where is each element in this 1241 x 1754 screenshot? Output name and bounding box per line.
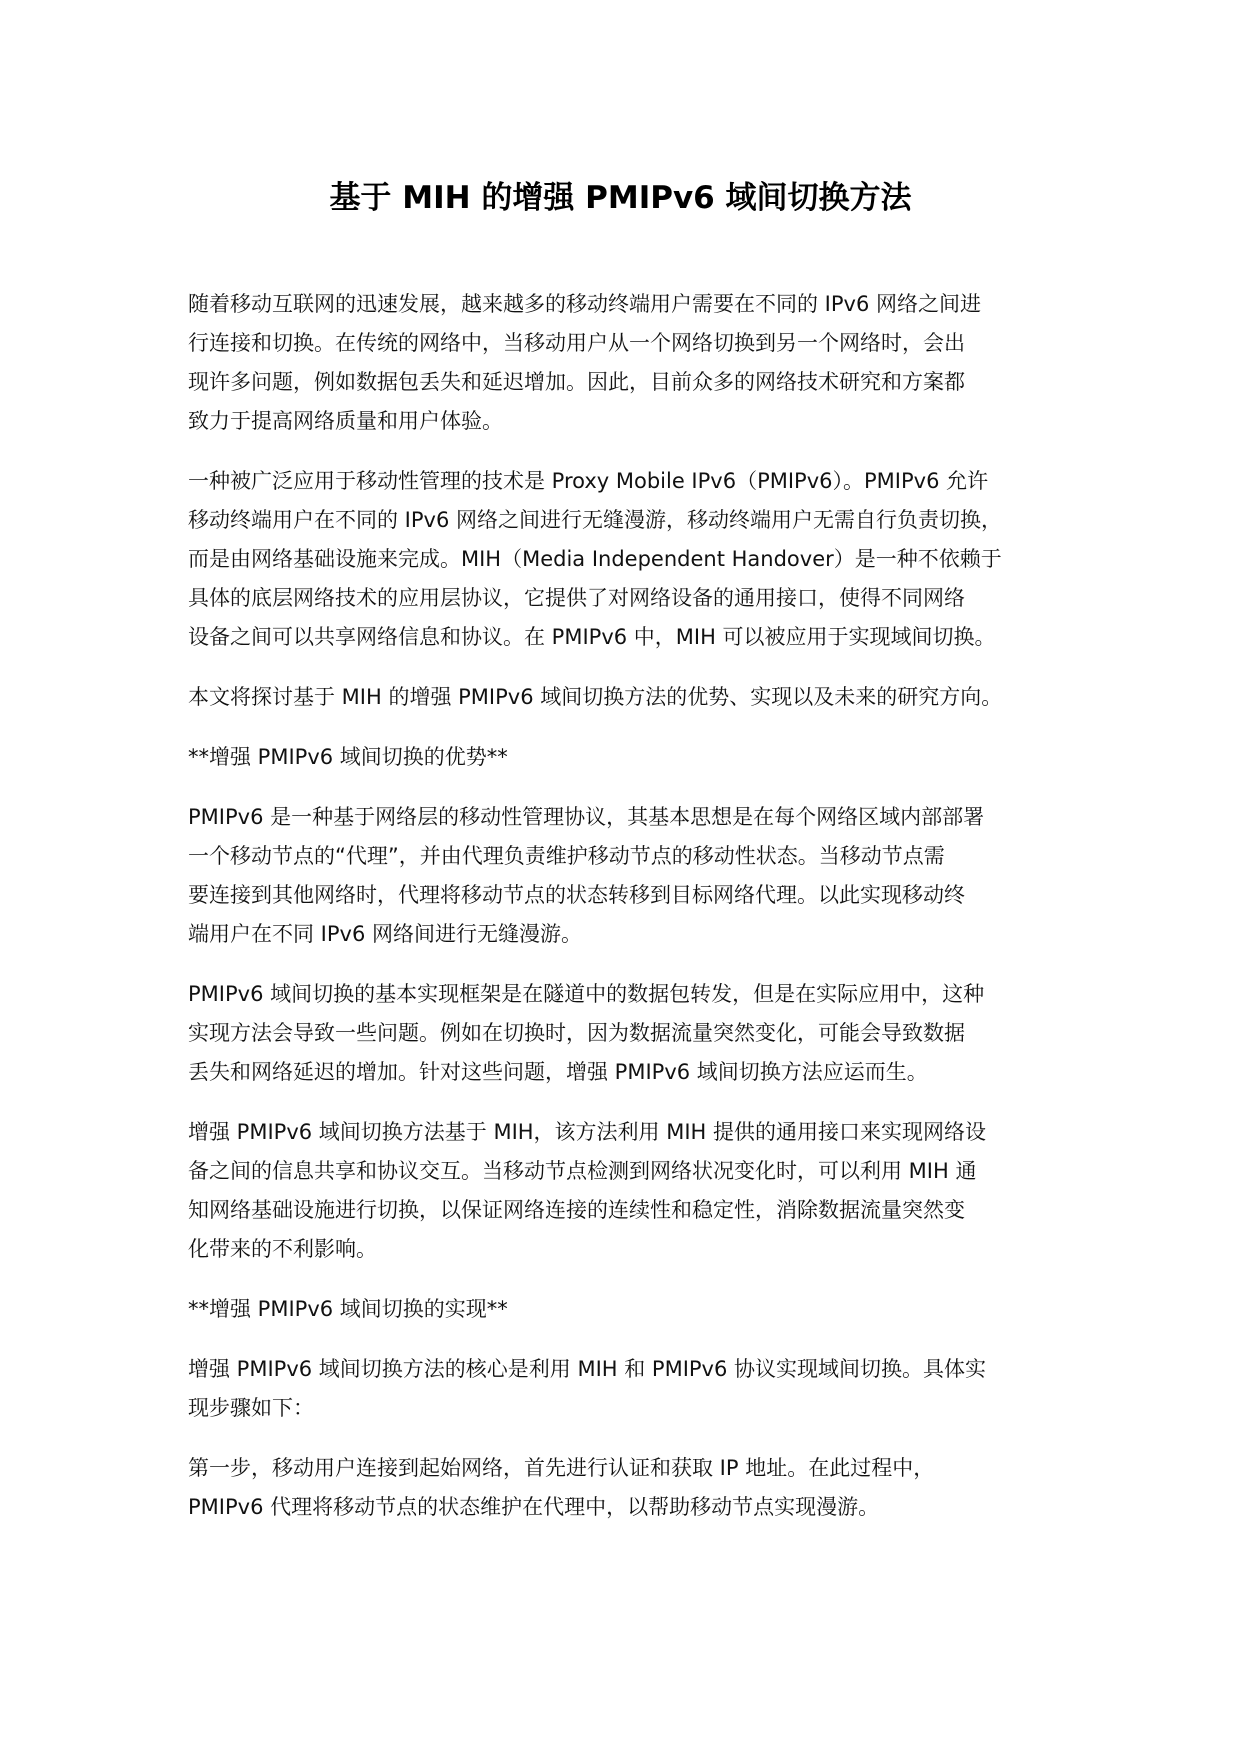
text-line: 而是由网络基础设施来完成。MIH（Media Independent Handover）是一种不依赖于: [188, 547, 1002, 571]
paragraph-problems: [188, 975, 1068, 1092]
section-heading-implementation: [188, 1290, 1068, 1329]
text-line: 端用户在不同 IPv6 网络间进行无缝漫游。: [188, 922, 582, 946]
text-line: 丢失和网络延迟的增加。针对这些问题，增强 PMIPv6 域间切换方法应运而生。: [188, 1060, 928, 1084]
text-line: 要连接到其他网络时，代理将移动节点的状态转移到目标网络代理。以此实现移动终: [188, 883, 965, 907]
text-line: 化带来的不利影响。: [188, 1237, 377, 1261]
text-line: 增强 PMIPv6 域间切换方法的核心是利用 MIH 和 PMIPv6 协议实现域间切换。具体实: [188, 1357, 987, 1381]
section-heading-advantages: [188, 738, 1068, 777]
text-line: 实现方法会导致一些问题。例如在切换时，因为数据流量突然变化，可能会导致数据: [188, 1021, 965, 1045]
text-line: 本文将探讨基于 MIH 的增强 PMIPv6 域间切换方法的优势、实现以及未来的研究方向。: [188, 685, 1003, 709]
paragraph-scope: [188, 678, 1068, 717]
text-line: 移动终端用户在不同的 IPv6 网络之间进行无缝漫游，移动终端用户无需自行负责切换，: [188, 508, 1002, 532]
text-line: 随着移动互联网的迅速发展，越来越多的移动终端用户需要在不同的 IPv6 网络之间进: [188, 292, 981, 316]
text-line: **增强 PMIPv6 域间切换的实现**: [188, 1297, 508, 1321]
paragraph-pmipv6-mih: [188, 462, 1068, 657]
text-line: 一个移动节点的“代理”，并由代理负责维护移动节点的移动性状态。当移动节点需: [188, 844, 945, 868]
paragraph-core: [188, 1350, 1068, 1428]
paragraph-pmipv6-basics: [188, 798, 1068, 954]
text-line: 行连接和切换。在传统的网络中，当移动用户从一个网络切换到另一个网络时，会出: [188, 331, 965, 355]
text-line: 现许多问题，例如数据包丢失和延迟增加。因此，目前众多的网络技术研究和方案都: [188, 370, 965, 394]
text-line: 现步骤如下：: [188, 1396, 314, 1420]
text-line: 备之间的信息共享和协议交互。当移动节点检测到网络状况变化时，可以利用 MIH 通: [188, 1159, 977, 1183]
document-body: [188, 285, 1068, 1548]
text-line: 第一步，移动用户连接到起始网络，首先进行认证和获取 IP 地址。在此过程中，: [188, 1456, 935, 1480]
text-line: **增强 PMIPv6 域间切换的优势**: [188, 745, 508, 769]
text-line: 具体的底层网络技术的应用层协议，它提供了对网络设备的通用接口，使得不同网络: [188, 586, 965, 610]
document-title: 基于 MIH 的增强 PMIPv6 域间切换方法: [329, 180, 912, 216]
text-line: PMIPv6 是一种基于网络层的移动性管理协议，其基本思想是在每个网络区域内部部署: [188, 805, 985, 829]
text-line: 致力于提高网络质量和用户体验。: [188, 409, 503, 433]
text-line: 设备之间可以共享网络信息和协议。在 PMIPv6 中，MIH 可以被应用于实现域间切换。: [188, 625, 996, 649]
text-line: PMIPv6 域间切换的基本实现框架是在隧道中的数据包转发，但是在实际应用中，这种: [188, 982, 985, 1006]
text-line: 知网络基础设施进行切换，以保证网络连接的连续性和稳定性，消除数据流量突然变: [188, 1198, 965, 1222]
text-line: 一种被广泛应用于移动性管理的技术是 Proxy Mobile IPv6（PMIPv6）。PMIPv6 允许: [188, 469, 989, 493]
text-line: PMIPv6 代理将移动节点的状态维护在代理中，以帮助移动节点实现漫游。: [188, 1495, 880, 1519]
text-line: 增强 PMIPv6 域间切换方法基于 MIH，该方法利用 MIH 提供的通用接口来实现网络设: [188, 1120, 987, 1144]
paragraph-enhanced-method: [188, 1113, 1068, 1269]
paragraph-step-one: [188, 1449, 1068, 1527]
paragraph-intro: [188, 285, 1068, 441]
